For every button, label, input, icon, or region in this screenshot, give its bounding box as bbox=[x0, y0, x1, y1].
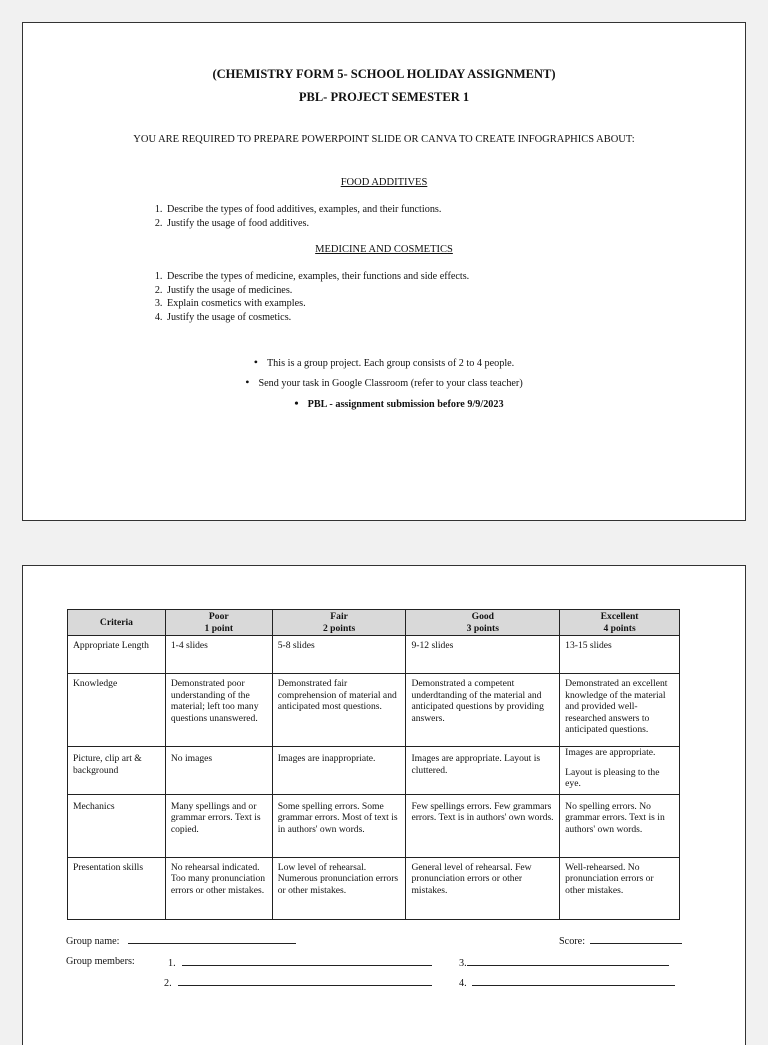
assignment-title: (CHEMISTRY FORM 5- SCHOOL HOLIDAY ASSIGNMENT) bbox=[212, 67, 556, 81]
assignment-subtitle: PBL- PROJECT SEMESTER 1 bbox=[298, 90, 470, 104]
good-cell: Few spellings errors. Few grammars errors. Text is in authors' own words. bbox=[406, 794, 560, 857]
note-item: • Send your task in Google Classroom (refer to your class teacher) bbox=[245, 375, 523, 389]
good-cell: 9-12 slides bbox=[406, 636, 560, 674]
poor-cell: 1-4 slides bbox=[165, 636, 272, 674]
criterion-cell: Presentation skills bbox=[68, 857, 166, 919]
task-item: 3. Explain cosmetics with examples. bbox=[165, 297, 469, 311]
group-members-label: Group members: bbox=[66, 956, 135, 967]
excellent-cell: Demonstrated an excellent knowledge of the material and provided well-researched answers to anticipated questions. bbox=[560, 674, 680, 747]
member-row-1: 1. bbox=[168, 956, 432, 969]
excellent-extra-text: Layout is pleasing to the eye. bbox=[565, 766, 660, 790]
group-name-field[interactable] bbox=[128, 934, 296, 944]
table-row bbox=[68, 857, 680, 919]
good-cell: Images are appropriate. Layout is cluttered. bbox=[406, 747, 560, 795]
member-row-3: 3. bbox=[459, 956, 669, 969]
section-heading-food-additives: FOOD ADDITIVES bbox=[340, 177, 428, 188]
task-item: 1. Describe the types of food additives, examples, and their functions. bbox=[165, 203, 441, 217]
table-row bbox=[68, 747, 680, 795]
poor-cell: Demonstrated poor understanding of the material; left too many questions unanswered. bbox=[165, 674, 272, 747]
criterion-cell: Knowledge bbox=[68, 674, 166, 747]
excellent-cell: No spelling errors. No grammar errors. Text is in authors' own words. bbox=[560, 794, 680, 857]
assignment-page bbox=[22, 22, 746, 521]
fair-cell: Low level of rehearsal. Numerous pronunciation errors or other mistakes. bbox=[272, 857, 406, 919]
group-name-row bbox=[66, 934, 296, 947]
table-row bbox=[68, 794, 680, 857]
excellent-cell: 13-15 slides bbox=[560, 636, 680, 674]
rubric-page bbox=[22, 565, 746, 1045]
header-fair: Fair 2 points bbox=[272, 610, 406, 636]
bullet-icon: • bbox=[245, 375, 250, 389]
header-excellent: Excellent 4 points bbox=[560, 610, 680, 636]
fair-cell: Demonstrated fair comprehension of material and anticipated most questions. bbox=[272, 674, 406, 747]
rubric-table bbox=[67, 609, 680, 920]
criterion-cell: Mechanics bbox=[68, 794, 166, 857]
poor-cell: Many spellings and or grammar errors. Text is copied. bbox=[165, 794, 272, 857]
bullet-icon: • bbox=[294, 396, 299, 410]
poor-cell: No images bbox=[165, 747, 272, 795]
excellent-cell bbox=[560, 747, 680, 795]
member-4-field[interactable] bbox=[472, 976, 675, 986]
group-name-label: Group name: bbox=[66, 936, 120, 947]
criterion-cell: Appropriate Length bbox=[68, 636, 166, 674]
excellent-cell: Well-rehearsed. No pronunciation errors or other mistakes. bbox=[560, 857, 680, 919]
member-3-field[interactable] bbox=[467, 956, 669, 966]
task-item: 2. Justify the usage of food additives. bbox=[165, 217, 441, 231]
score-row bbox=[559, 934, 682, 947]
fair-cell: Images are inappropriate. bbox=[272, 747, 406, 795]
score-field[interactable] bbox=[590, 934, 682, 944]
poor-cell: No rehearsal indicated. Too many pronunciation errors or other mistakes. bbox=[165, 857, 272, 919]
member-row-2: 2. bbox=[164, 976, 432, 989]
assignment-instruction: YOU ARE REQUIRED TO PREPARE POWERPOINT SLIDE OR CANVA TO CREATE INFOGRAPHICS ABOUT: bbox=[133, 134, 635, 145]
member-1-field[interactable] bbox=[182, 956, 432, 966]
excellent-text: Images are appropriate. bbox=[565, 747, 656, 758]
member-2-field[interactable] bbox=[178, 976, 432, 986]
task-item: 1. Describe the types of medicine, examples, their functions and side effects. bbox=[165, 270, 469, 284]
header-poor: Poor 1 point bbox=[165, 610, 272, 636]
task-item: 4. Justify the usage of cosmetics. bbox=[165, 311, 469, 325]
note-item-deadline: • PBL - assignment submission before 9/9/2023 bbox=[294, 396, 504, 410]
note-item: • This is a group project. Each group consists of 2 to 4 people. bbox=[253, 355, 515, 369]
table-row bbox=[68, 674, 680, 747]
score-label: Score: bbox=[559, 936, 586, 947]
fair-cell: 5-8 slides bbox=[272, 636, 406, 674]
section-heading-medicine-cosmetics: MEDICINE AND COSMETICS bbox=[315, 244, 453, 255]
task-item: 2. Justify the usage of medicines. bbox=[165, 284, 469, 298]
header-good: Good 3 points bbox=[406, 610, 560, 636]
criterion-cell: Picture, clip art & background bbox=[68, 747, 166, 795]
fair-cell: Some spelling errors. Some grammar errors. Most of text is in authors' own words. bbox=[272, 794, 406, 857]
bullet-icon: • bbox=[253, 355, 258, 369]
food-additives-task-list bbox=[149, 203, 441, 230]
good-cell: General level of rehearsal. Few pronunciation errors or other mistakes. bbox=[406, 857, 560, 919]
header-criteria: Criteria bbox=[68, 610, 166, 636]
table-row bbox=[68, 636, 680, 674]
rubric-header-row bbox=[68, 610, 680, 636]
good-cell: Demonstrated a competent underdtanding of the material and anticipated questions by providing answers. bbox=[406, 674, 560, 747]
member-row-4: 4. bbox=[459, 976, 675, 989]
medicine-task-list bbox=[149, 270, 469, 324]
